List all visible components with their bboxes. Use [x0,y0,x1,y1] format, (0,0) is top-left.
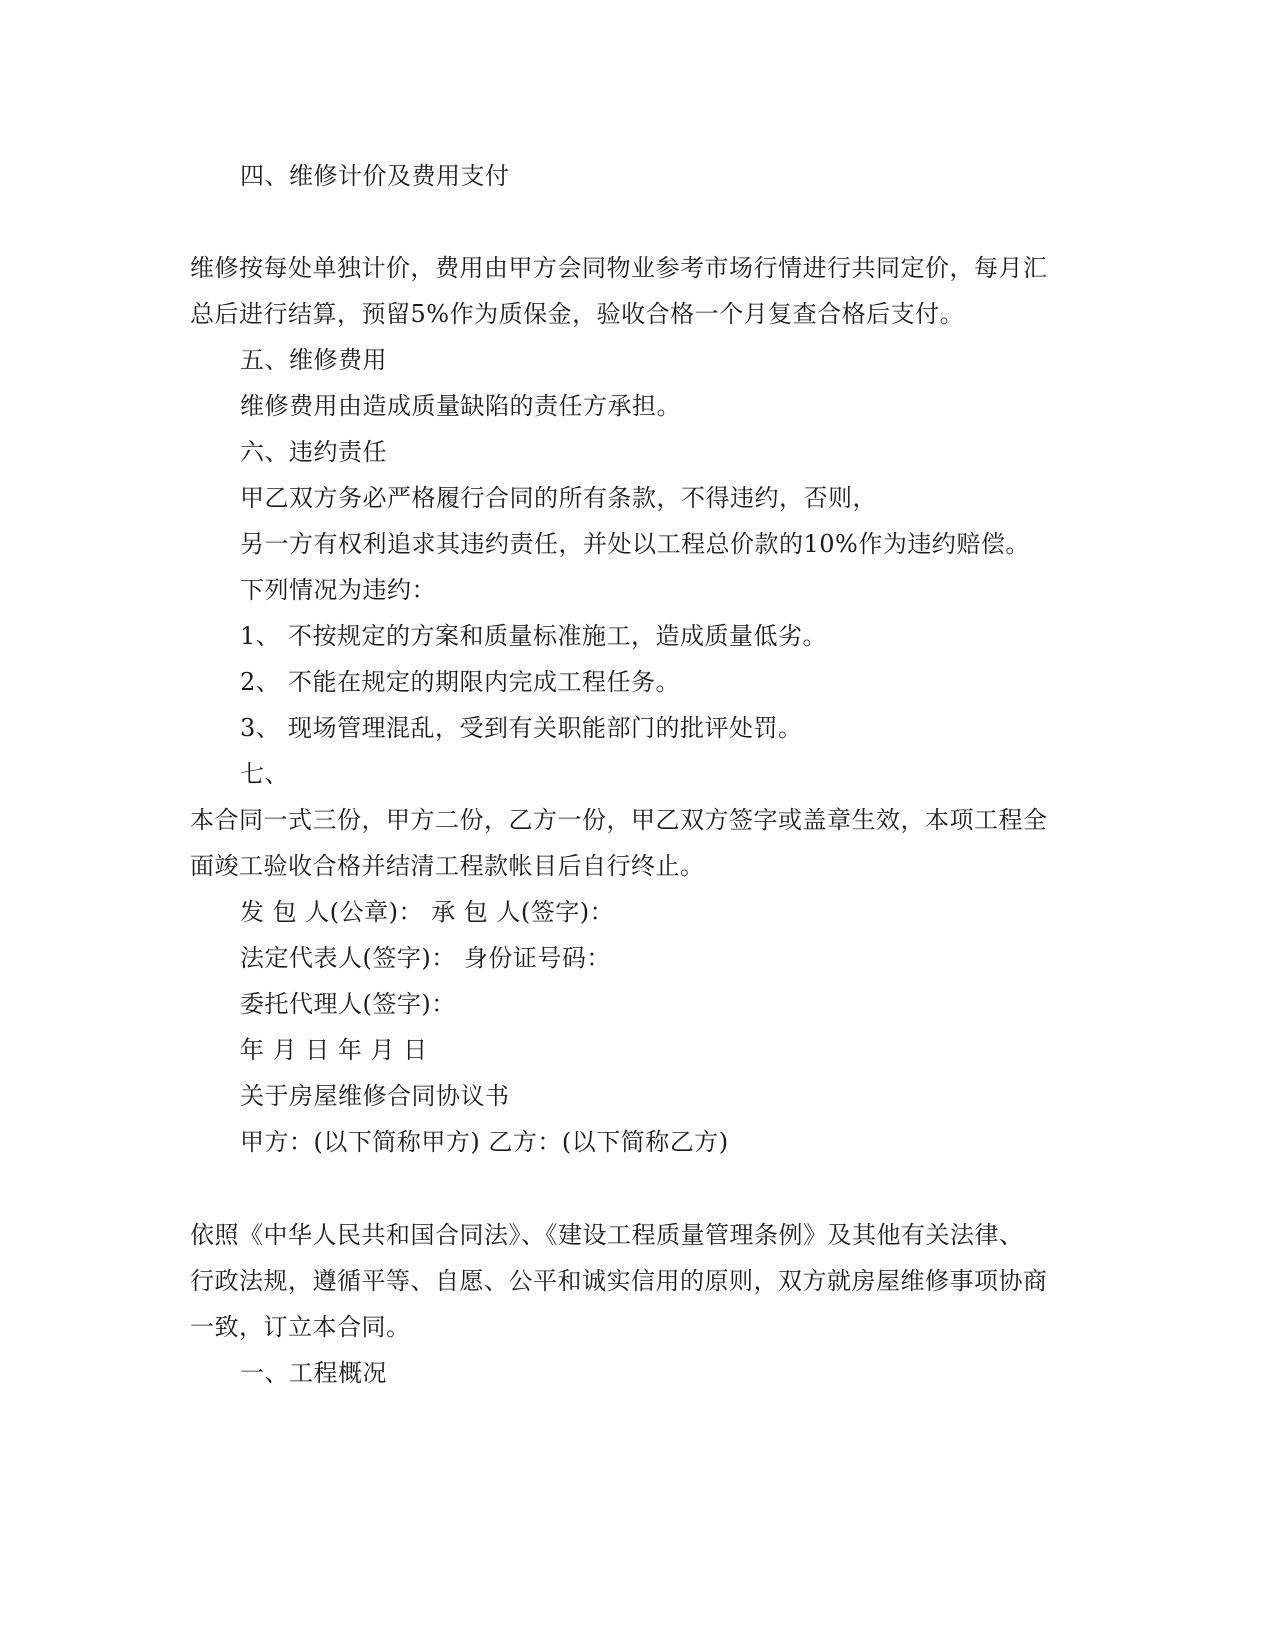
paragraph-line: 总后进行结算，预留5%作为质保金，验收合格一个月复查合格后支付。 [190,300,965,328]
list-item-number: 2、 [240,668,281,696]
paragraph-line: 维修按每处单独计价，费用由甲方会同物业参考市场行情进行共同定价，每月汇 [190,254,1048,282]
paragraph-line: 一致，订立本合同。 [190,1313,411,1341]
list-item-text: 现场管理混乱，受到有关职能部门的批评处罚。 [288,714,803,742]
list-item-number: 3、 [240,714,281,742]
paragraph-line: 本合同一式三份，甲方二份，乙方一份，甲乙双方签字或盖章生效，本项工程全 [190,806,1048,834]
paragraph-line: 另一方有权利追求其违约责任，并处以工程总价款的10%作为违约赔偿。 [240,530,1030,558]
paragraph-line: 维修费用由造成质量缺陷的责任方承担。 [240,392,681,420]
section-7-heading: 七、 [240,760,289,788]
section-1-heading: 一、工程概况 [240,1359,387,1387]
section-4-heading: 四、维修计价及费用支付 [240,162,510,190]
list-item-text: 不按规定的方案和质量标准施工，造成质量低劣。 [288,622,827,650]
section-6-heading: 六、违约责任 [240,438,387,466]
list-item [240,621,827,651]
parties-line: 甲方：(以下简称甲方) 乙方：(以下简称乙方) [240,1128,729,1156]
list-item-text: 不能在规定的期限内完成工程任务。 [288,668,680,696]
date-line: 年 月 日 年 月 日 [240,1036,428,1064]
paragraph-line: 依照《中华人民共和国合同法》、《建设工程质量管理条例》及其他有关法律、 [190,1221,1024,1249]
paragraph-line: 面竣工验收合格并结清工程款帐目后自行终止。 [190,852,705,880]
agreement-title: 关于房屋维修合同协议书 [240,1082,510,1110]
signature-line: 委托代理人(签字)： [240,990,456,1018]
section-5-heading: 五、维修费用 [240,346,387,374]
list-item-number: 1、 [240,622,281,650]
paragraph-line: 甲乙双方务必严格履行合同的所有条款，不得违约，否则， [240,484,877,512]
paragraph-line: 下列情况为违约： [240,576,436,604]
signature-line: 法定代表人(签字)： 身份证号码： [240,944,611,972]
paragraph-line: 行政法规，遵循平等、自愿、公平和诚实信用的原则，双方就房屋维修事项协商 [190,1267,1048,1295]
list-item [240,713,803,743]
signature-line: 发 包 人(公章)： 承 包 人(签字)： [240,898,615,926]
list-item [240,667,680,697]
